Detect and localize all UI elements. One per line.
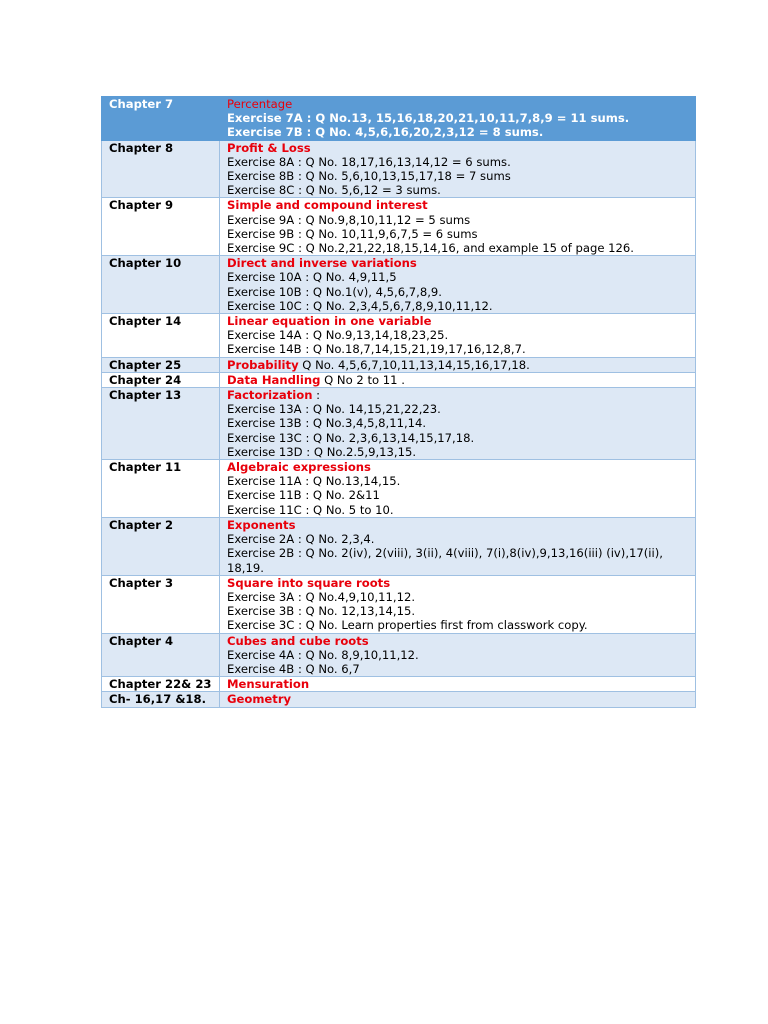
topic-title: Algebraic expressions <box>227 460 371 475</box>
chapter-cell: Chapter 2 <box>102 517 220 575</box>
exercise-line: Exercise 11B : Q No. 2&11 <box>227 488 380 503</box>
topic-inline-text: Q No 2 to 11 . <box>320 372 405 387</box>
exercise-line: Exercise 8C : Q No. 5,6,12 = 3 sums. <box>227 183 441 198</box>
syllabus-table <box>101 96 696 708</box>
exercise-line: Exercise 14B : Q No.18,7,14,15,21,19,17,16,12,8,7. <box>227 342 526 357</box>
content-cell <box>220 517 696 575</box>
content-cell <box>220 692 696 707</box>
topic-title: Square into square roots <box>227 575 391 590</box>
table-row <box>102 692 696 707</box>
chapter-cell: Chapter 10 <box>102 256 220 314</box>
exercise-line: Exercise 11C : Q No. 5 to 10. <box>227 502 394 517</box>
exercise-line: Exercise 10C : Q No. 2,3,4,5,6,7,8,9,10,11,12. <box>227 298 493 313</box>
content-cell <box>220 575 696 633</box>
exercise-line: Exercise 9B : Q No. 10,11,9,6,7,5 = 6 sums <box>227 226 478 241</box>
topic-title: Mensuration <box>227 677 310 692</box>
topic-inline-text: : <box>312 388 321 403</box>
table-row <box>102 97 696 141</box>
chapter-cell: Ch- 16,17 &18. <box>102 692 220 707</box>
content-cell <box>220 314 696 358</box>
table-row <box>102 517 696 575</box>
content-cell <box>220 97 696 141</box>
chapter-cell: Chapter 22& 23 <box>102 677 220 692</box>
exercise-line: Exercise 2B : Q No. 2(iv), 2(viii), 3(ii), 4(viii), 7(i),8(iv),9,13,16(iii) (iv),17(ii), 18,19. <box>227 546 663 575</box>
topic-title: Data Handling <box>227 372 321 387</box>
chapter-cell: Chapter 13 <box>102 388 220 460</box>
content-cell <box>220 140 696 198</box>
table-row <box>102 198 696 256</box>
exercise-line: Exercise 2A : Q No. 2,3,4. <box>227 532 375 547</box>
exercise-line: Exercise 8A : Q No. 18,17,16,13,14,12 = 6 sums. <box>227 154 511 169</box>
table-row <box>102 140 696 198</box>
table-row <box>102 460 696 518</box>
exercise-line: Exercise 4A : Q No. 8,9,10,11,12. <box>227 647 419 662</box>
table-row <box>102 314 696 358</box>
chapter-cell: Chapter 9 <box>102 198 220 256</box>
exercise-line: Exercise 10B : Q No.1(v), 4,5,6,7,8,9. <box>227 284 442 299</box>
topic-title: Geometry <box>227 692 292 707</box>
table-row <box>102 357 696 372</box>
table-row <box>102 633 696 677</box>
topic-title: Factorization <box>227 388 313 403</box>
table-row <box>102 677 696 692</box>
content-cell <box>220 460 696 518</box>
chapter-cell: Chapter 24 <box>102 372 220 387</box>
exercise-line: Exercise 13B : Q No.3,4,5,8,11,14. <box>227 416 427 431</box>
table-row <box>102 388 696 460</box>
topic-title: Exponents <box>227 517 296 532</box>
exercise-line: Exercise 7B : Q No. 4,5,6,16,20,2,3,12 = 8 sums. <box>227 125 544 140</box>
content-cell <box>220 372 696 387</box>
content-cell <box>220 198 696 256</box>
chapter-cell: Chapter 7 <box>102 97 220 141</box>
topic-title: Profit & Loss <box>227 140 311 155</box>
exercise-line: Exercise 11A : Q No.13,14,15. <box>227 474 401 489</box>
table-row <box>102 575 696 633</box>
exercise-line: Exercise 10A : Q No. 4,9,11,5 <box>227 270 397 285</box>
chapter-cell: Chapter 3 <box>102 575 220 633</box>
chapter-cell: Chapter 11 <box>102 460 220 518</box>
topic-title: Probability <box>227 357 299 372</box>
exercise-line: Exercise 8B : Q No. 5,6,10,13,15,17,18 = 7 sums <box>227 169 511 184</box>
exercise-line: Exercise 9C : Q No.2,21,22,18,15,14,16, and example 15 of page 126. <box>227 241 634 256</box>
content-cell <box>220 388 696 460</box>
exercise-line: Exercise 3B : Q No. 12,13,14,15. <box>227 604 416 619</box>
topic-title: Percentage <box>227 97 293 111</box>
topic-title: Simple and compound interest <box>227 198 428 213</box>
exercise-line: Exercise 7A : Q No.13, 15,16,18,20,21,10,11,7,8,9 = 11 sums. <box>227 111 630 126</box>
chapter-cell: Chapter 8 <box>102 140 220 198</box>
content-cell <box>220 677 696 692</box>
chapter-cell: Chapter 25 <box>102 357 220 372</box>
exercise-line: Exercise 9A : Q No.9,8,10,11,12 = 5 sums <box>227 212 471 227</box>
table-row <box>102 256 696 314</box>
exercise-line: Exercise 13A : Q No. 14,15,21,22,23. <box>227 402 441 417</box>
chapter-cell: Chapter 4 <box>102 633 220 677</box>
exercise-line: Exercise 13C : Q No. 2,3,6,13,14,15,17,18. <box>227 430 475 445</box>
table-row <box>102 372 696 387</box>
topic-title: Direct and inverse variations <box>227 256 417 271</box>
chapter-cell: Chapter 14 <box>102 314 220 358</box>
exercise-line: Exercise 13D : Q No.2.5,9,13,15. <box>227 444 417 459</box>
topic-inline-text: Q No. 4,5,6,7,10,11,13,14,15,16,17,18. <box>298 357 530 372</box>
content-cell <box>220 357 696 372</box>
topic-title: Linear equation in one variable <box>227 314 432 329</box>
content-cell <box>220 633 696 677</box>
content-cell <box>220 256 696 314</box>
exercise-line: Exercise 3C : Q No. Learn properties first from classwork copy. <box>227 618 588 633</box>
exercise-line: Exercise 4B : Q No. 6,7 <box>227 661 360 676</box>
exercise-line: Exercise 14A : Q No.9,13,14,18,23,25. <box>227 328 449 343</box>
topic-title: Cubes and cube roots <box>227 633 369 648</box>
exercise-line: Exercise 3A : Q No.4,9,10,11,12. <box>227 589 416 604</box>
